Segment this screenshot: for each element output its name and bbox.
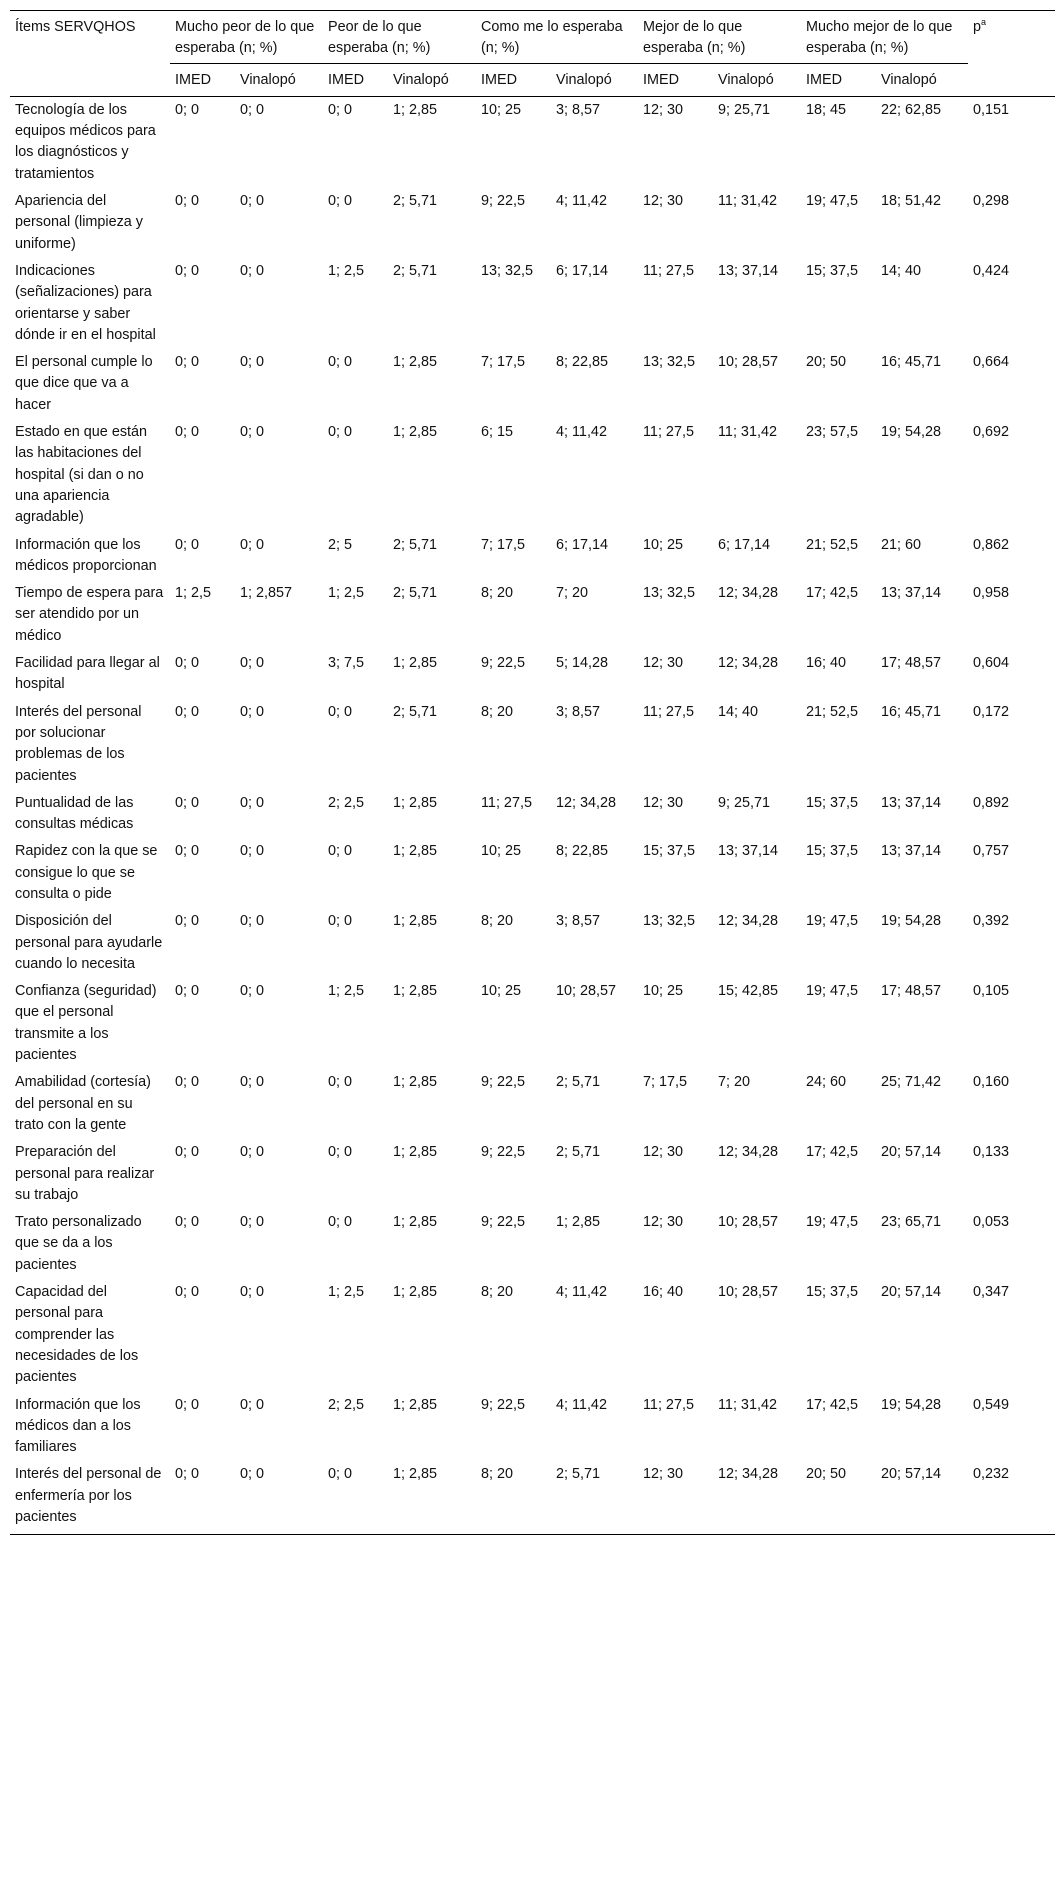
table-cell: 17; 42,5 [806, 1396, 859, 1413]
table-cell: 19; 47,5 [806, 193, 859, 210]
table-cell: 1; 2,85 [393, 1284, 438, 1301]
table-cell: 16; 45,71 [881, 703, 942, 720]
table-cell: 2; 5,71 [393, 703, 438, 720]
table-cell: 11; 31,42 [718, 193, 777, 210]
p-header: $p^a$ [968, 11, 1055, 97]
table-cell: 8; 22,85 [556, 354, 609, 371]
p-value: 0,298 [973, 193, 1010, 210]
table-cell: 7; 17,5 [643, 1074, 688, 1091]
table-cell: 6; 17,14 [718, 536, 771, 553]
table-cell: 15; 37,5 [806, 262, 859, 279]
table-cell: 17; 48,57 [881, 655, 942, 672]
table-cell: 1; 2,5 [328, 983, 365, 1000]
table-row [10, 188, 1055, 258]
subheader-vinalopo: Vinalopó [388, 63, 476, 96]
item-label: Tecnología de los equipos médicos para los diagnósticos y tratamientos [15, 101, 156, 182]
item-label: Información que los médicos proporcionan [15, 536, 157, 574]
table-cell: 23; 65,71 [881, 1214, 942, 1231]
table-cell: 0; 0 [175, 655, 200, 672]
table-row [10, 978, 1055, 1069]
table-cell: 13; 32,5 [643, 354, 696, 371]
table-cell: 0; 0 [175, 354, 200, 371]
group-header-much-better: Mucho mejor de lo que esperaba (n; %) [801, 11, 968, 64]
item-label: Apariencia del personal (limpieza y uniforme) [15, 193, 143, 252]
table-cell: 17; 42,5 [806, 1144, 859, 1161]
table-cell: 1; 2,85 [393, 354, 438, 371]
p-value: 0,958 [973, 585, 1010, 602]
table-cell: 20; 50 [806, 354, 847, 371]
table-cell: 2; 5,71 [556, 1144, 601, 1161]
table-cell: 0; 0 [328, 1074, 353, 1091]
table-cell: 10; 28,57 [718, 354, 779, 371]
table-cell: 12; 30 [643, 1214, 684, 1231]
table-cell: 13; 32,5 [481, 262, 534, 279]
table-row [10, 532, 1055, 581]
item-label: Rapidez con la que se consigue lo que se consulta o pide [15, 843, 158, 902]
table-cell: 0; 0 [240, 1214, 265, 1231]
table-row [10, 1392, 1055, 1462]
table-cell: 12; 34,28 [718, 913, 779, 930]
table-cell: 7; 20 [556, 585, 589, 602]
table-cell: 0; 0 [240, 1074, 265, 1091]
table-cell: 10; 25 [481, 983, 522, 1000]
table-row [10, 1209, 1055, 1279]
table-row [10, 1139, 1055, 1209]
subheader-vinalopo: Vinalopó [876, 63, 968, 96]
table-row [10, 96, 1055, 188]
table-cell: 22; 62,85 [881, 101, 942, 118]
items-header: Ítems SERVQHOS [10, 11, 170, 97]
table-cell: 20; 57,14 [881, 1284, 942, 1301]
table-cell: 14; 40 [718, 703, 759, 720]
table-cell: 3; 7,5 [328, 655, 365, 672]
table-cell: 16; 40 [643, 1284, 684, 1301]
table-cell: 0; 0 [240, 703, 265, 720]
table-cell: 12; 30 [643, 193, 684, 210]
p-value: 0,892 [973, 794, 1010, 811]
table-cell: 1; 2,85 [393, 1074, 438, 1091]
item-label: Indicaciones (señalizaciones) para orientarse y saber dónde ir en el hospital [15, 262, 156, 343]
item-label: Capacidad del personal para comprender las necesidades de los pacientes [15, 1284, 139, 1386]
table-cell: 15; 37,5 [806, 843, 859, 860]
table-cell: 0; 0 [175, 983, 200, 1000]
p-value: 0,549 [973, 1396, 1010, 1413]
table-cell: 13; 37,14 [881, 794, 942, 811]
table-cell: 0; 0 [240, 193, 265, 210]
table-cell: 7; 20 [718, 1074, 751, 1091]
table-cell: 1; 2,5 [328, 585, 365, 602]
table-cell: 4; 11,42 [556, 193, 607, 210]
table-row [10, 838, 1055, 908]
table-cell: 0; 0 [240, 655, 265, 672]
table-cell: 19; 47,5 [806, 1214, 859, 1231]
table-cell: 18; 51,42 [881, 193, 942, 210]
table-cell: 0; 0 [328, 843, 353, 860]
table-cell: 2; 5 [328, 536, 353, 553]
table-cell: 13; 37,14 [881, 585, 942, 602]
table-cell: 0; 0 [328, 1214, 353, 1231]
group-header-as-expected: Como me lo esperaba (n; %) [476, 11, 638, 64]
table-cell: 2; 5,71 [393, 536, 438, 553]
table-cell: 8; 20 [481, 703, 514, 720]
table-cell: 2; 2,5 [328, 1396, 365, 1413]
table-cell: 0; 0 [240, 1284, 265, 1301]
table-cell: 9; 22,5 [481, 1214, 526, 1231]
table-row [10, 1069, 1055, 1139]
table-cell: 0; 0 [175, 1214, 200, 1231]
table-cell: 0; 0 [175, 193, 200, 210]
item-label: Preparación del personal para realizar su trabajo [15, 1144, 155, 1203]
table-cell: 4; 11,42 [556, 1396, 607, 1413]
table-cell: 8; 20 [476, 1461, 551, 1534]
table-cell: 4; 11,42 [556, 1284, 607, 1301]
table-cell: 12; 34,28 [718, 655, 779, 672]
item-label: Interés del personal por solucionar problemas de los pacientes [15, 703, 142, 784]
table-cell: 11; 31,42 [718, 1396, 777, 1413]
table-cell: 3; 8,57 [556, 101, 601, 118]
table-cell: 19; 47,5 [806, 983, 859, 1000]
item-label: Estado en que están las habitaciones del hospital (si dan o no una apariencia agradable) [15, 424, 148, 526]
table-cell: 12; 30 [643, 101, 684, 118]
table-row [10, 419, 1055, 531]
table-row [10, 258, 1055, 349]
subheader-vinalopo: Vinalopó [713, 63, 801, 96]
table-cell: 15; 37,5 [806, 1284, 859, 1301]
table-cell: 1; 2,85 [393, 983, 438, 1000]
p-value: 0,664 [973, 354, 1010, 371]
item-label: Facilidad para llegar al hospital [15, 655, 160, 693]
table-body [10, 96, 1055, 1534]
table-cell: 7; 17,5 [481, 536, 526, 553]
table-cell: 0; 0 [240, 1144, 265, 1161]
table-cell: 1; 2,85 [393, 101, 438, 118]
table-cell: 21; 52,5 [806, 703, 859, 720]
item-label: Amabilidad (cortesía) del personal en su trato con la gente [15, 1074, 151, 1133]
table-cell: 7; 17,5 [481, 354, 526, 371]
p-value: 0,757 [973, 843, 1010, 860]
item-label: Información que los médicos dan a los familiares [15, 1396, 141, 1456]
subheader-imed: IMED [476, 63, 551, 96]
subheader-imed: IMED [638, 63, 713, 96]
p-value: 0,232 [968, 1461, 1055, 1534]
table-cell: 0; 0 [328, 193, 353, 210]
subheader-imed: IMED [170, 63, 235, 96]
table-cell: 10; 28,57 [556, 983, 617, 1000]
table-cell: 0; 0 [175, 1396, 200, 1413]
table-cell: 11; 31,42 [718, 424, 777, 441]
item-label: Confianza (seguridad) que el personal transmite a los pacientes [15, 983, 157, 1064]
table-cell: 1; 2,857 [240, 585, 293, 602]
table-cell: 19; 54,28 [881, 913, 942, 930]
table-cell: 11; 27,5 [643, 424, 694, 441]
table-cell: 11; 27,5 [643, 1396, 694, 1413]
table-cell: 6; 15 [481, 424, 514, 441]
table-cell: 13; 32,5 [643, 585, 696, 602]
table-cell: 10; 25 [643, 536, 684, 553]
table-cell: 23; 57,5 [806, 424, 859, 441]
table-cell: 11; 27,5 [481, 794, 532, 811]
table-cell: 15; 37,5 [806, 794, 859, 811]
table-cell: 11; 27,5 [643, 262, 694, 279]
table-cell: 0; 0 [175, 1284, 200, 1301]
table-cell: 9; 22,5 [481, 1144, 526, 1161]
item-label: Interés del personal de enfermería por los pacientes [10, 1461, 170, 1534]
table-cell: 8; 20 [481, 1284, 514, 1301]
table-cell: 8; 20 [481, 913, 514, 930]
subheader-imed: IMED [801, 63, 876, 96]
table-cell: 0; 0 [328, 101, 353, 118]
table-cell: 0; 0 [240, 794, 265, 811]
table-row [10, 699, 1055, 790]
table-cell: 2; 5,71 [393, 585, 438, 602]
table-row [10, 908, 1055, 978]
table-cell: 0; 0 [240, 101, 265, 118]
table-cell: 0; 0 [240, 1396, 265, 1413]
table-cell: 13; 37,14 [718, 843, 779, 860]
group-header-much-worse: Mucho peor de lo que esperaba (n; %) [170, 11, 323, 64]
table-cell: 2; 5,71 [393, 262, 438, 279]
table-cell: 13; 37,14 [718, 262, 779, 279]
table-cell: 11; 27,5 [643, 703, 694, 720]
table-cell: 0; 0 [170, 1461, 235, 1534]
group-header-worse: Peor de lo que esperaba (n; %) [323, 11, 476, 64]
table-cell: 9; 25,71 [718, 101, 771, 118]
table-cell: 21; 52,5 [806, 536, 859, 553]
table-cell: 0; 0 [240, 983, 265, 1000]
p-value: 0,160 [973, 1074, 1010, 1091]
table-row [10, 1279, 1055, 1391]
item-label: Puntualidad de las consultas médicas [15, 794, 134, 833]
table-cell: 10; 25 [481, 101, 522, 118]
table-cell: 9; 22,5 [481, 1396, 526, 1413]
p-value: 0,604 [973, 655, 1010, 672]
table-cell: 0; 0 [175, 843, 200, 860]
table-cell: 13; 32,5 [643, 913, 696, 930]
table-cell: 15; 42,85 [718, 983, 779, 1000]
table-cell: 9; 25,71 [718, 794, 771, 811]
table-cell: 0; 0 [240, 913, 265, 930]
table-cell: 0; 0 [240, 354, 265, 371]
table-cell: 1; 2,85 [393, 424, 438, 441]
table-cell: 12; 34,28 [713, 1461, 801, 1534]
table-cell: 8; 22,85 [556, 843, 609, 860]
table-cell: 1; 2,85 [393, 655, 438, 672]
table-cell: 0; 0 [328, 703, 353, 720]
table-cell: 13; 37,14 [881, 843, 942, 860]
table-cell: 1; 2,85 [393, 1144, 438, 1161]
table-cell: 0; 0 [175, 262, 200, 279]
table-cell: 1; 2,5 [328, 262, 365, 279]
table-cell: 19; 54,28 [881, 1396, 942, 1413]
p-value: 0,133 [973, 1144, 1010, 1161]
table-cell: 20; 57,14 [876, 1461, 968, 1534]
table-cell: 0; 0 [328, 1144, 353, 1161]
table-cell: 2; 5,71 [551, 1461, 638, 1534]
p-value: 0,053 [973, 1214, 1010, 1231]
item-label: Tiempo de espera para ser atendido por un médico [15, 585, 164, 644]
table-cell: 20; 50 [801, 1461, 876, 1534]
p-value: 0,172 [973, 703, 1010, 720]
table-cell: 12; 34,28 [556, 794, 617, 811]
table-cell: 9; 22,5 [481, 193, 526, 210]
table-cell: 1; 2,85 [393, 843, 438, 860]
table-cell: 15; 37,5 [643, 843, 696, 860]
table-cell: 0; 0 [175, 703, 200, 720]
table-cell: 0; 0 [175, 424, 200, 441]
table-cell: 12; 34,28 [718, 1144, 779, 1161]
table-cell: 21; 60 [881, 536, 922, 553]
p-value: 0,347 [973, 1284, 1010, 1301]
p-value: 0,692 [973, 424, 1010, 441]
table-cell: 16; 40 [806, 655, 847, 672]
item-label: Disposición del personal para ayudarle cuando lo necesita [15, 913, 163, 972]
table-cell: 17; 42,5 [806, 585, 859, 602]
table-cell: 1; 2,5 [175, 585, 212, 602]
table-cell: 1; 2,5 [328, 1284, 365, 1301]
table-cell: 1; 2,85 [388, 1461, 476, 1534]
item-label: Trato personalizado que se da a los pacientes [15, 1214, 142, 1273]
p-value: 0,424 [973, 262, 1010, 279]
table-cell: 10; 25 [481, 843, 522, 860]
subheader-vinalopo: Vinalopó [551, 63, 638, 96]
table-cell: 3; 8,57 [556, 703, 601, 720]
table-cell: 12; 30 [643, 655, 684, 672]
table-cell: 6; 17,14 [556, 262, 609, 279]
table-cell: 17; 48,57 [881, 983, 942, 1000]
table-cell: 1; 2,85 [393, 913, 438, 930]
table-cell: 0; 0 [328, 354, 353, 371]
p-value: 0,392 [973, 913, 1010, 930]
item-label: El personal cumple lo que dice que va a hacer [15, 354, 153, 413]
table-cell: 16; 45,71 [881, 354, 942, 371]
table-cell: 8; 20 [481, 585, 514, 602]
table-cell: 6; 17,14 [556, 536, 609, 553]
table-cell: 0; 0 [175, 913, 200, 930]
table-cell: 4; 11,42 [556, 424, 607, 441]
table-cell: 1; 2,85 [393, 794, 438, 811]
table-cell: 10; 28,57 [718, 1214, 779, 1231]
table-cell: 12; 30 [643, 794, 684, 811]
servqhos-table [10, 10, 1055, 1535]
table-row [10, 650, 1055, 699]
table-cell: 12; 30 [643, 1144, 684, 1161]
p-value: 0,151 [973, 101, 1010, 118]
table-cell: 2; 2,5 [328, 794, 365, 811]
table-cell: 0; 0 [328, 424, 353, 441]
table-cell: 0; 0 [175, 536, 200, 553]
table-header [10, 11, 1055, 97]
table-cell: 1; 2,85 [556, 1214, 601, 1231]
table-cell: 0; 0 [235, 1461, 323, 1534]
table-cell: 10; 28,57 [718, 1284, 779, 1301]
table-cell: 12; 34,28 [718, 585, 779, 602]
table-cell: 14; 40 [881, 262, 922, 279]
p-value: 0,105 [973, 983, 1010, 1000]
table-cell: 25; 71,42 [881, 1074, 942, 1091]
table-cell: 0; 0 [328, 913, 353, 930]
table-cell: 0; 0 [240, 424, 265, 441]
table-cell: 0; 0 [175, 794, 200, 811]
table-cell: 0; 0 [240, 843, 265, 860]
table-cell: 20; 57,14 [881, 1144, 942, 1161]
table-cell: 0; 0 [240, 262, 265, 279]
table-cell: 0; 0 [240, 536, 265, 553]
table-cell: 19; 54,28 [881, 424, 942, 441]
table-cell: 0; 0 [323, 1461, 388, 1534]
table-cell: 1; 2,85 [393, 1214, 438, 1231]
table-cell: 19; 47,5 [806, 913, 859, 930]
p-value: 0,862 [973, 536, 1010, 553]
table-row [10, 349, 1055, 419]
table-cell: 5; 14,28 [556, 655, 609, 672]
table-row [10, 1461, 1055, 1534]
table-cell: 2; 5,71 [393, 193, 438, 210]
table-cell: 1; 2,85 [393, 1396, 438, 1413]
table-row [10, 580, 1055, 650]
subheader-vinalopo: Vinalopó [235, 63, 323, 96]
table-cell: 9; 22,5 [481, 1074, 526, 1091]
table-cell: 12; 30 [638, 1461, 713, 1534]
table-cell: 0; 0 [175, 1144, 200, 1161]
table-cell: 10; 25 [643, 983, 684, 1000]
table-cell: 0; 0 [175, 1074, 200, 1091]
table-cell: 18; 45 [806, 101, 847, 118]
table-cell: 3; 8,57 [556, 913, 601, 930]
table-cell: 24; 60 [806, 1074, 847, 1091]
table-row [10, 790, 1055, 839]
subheader-imed: IMED [323, 63, 388, 96]
group-header-better: Mejor de lo que esperaba (n; %) [638, 11, 801, 64]
table-cell: 9; 22,5 [481, 655, 526, 672]
table-cell: 2; 5,71 [556, 1074, 601, 1091]
table-cell: 0; 0 [175, 101, 200, 118]
